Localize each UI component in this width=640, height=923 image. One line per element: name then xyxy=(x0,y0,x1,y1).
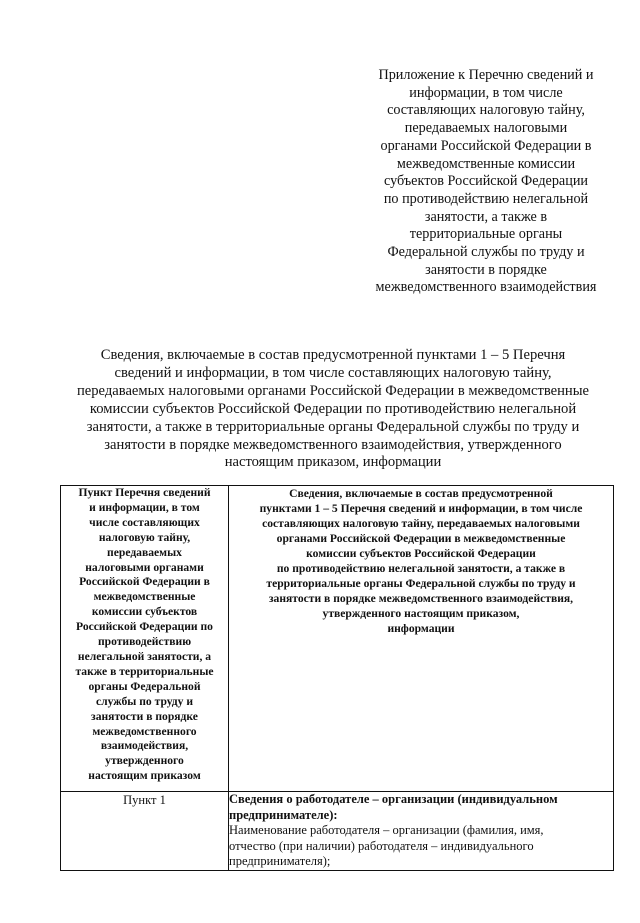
title-line: комиссии субъектов Российской Федерации по противодействию нелегальной xyxy=(89,400,577,417)
header-line: органы Федеральной xyxy=(88,679,201,693)
appendix-line: занятости, а также в xyxy=(424,208,548,225)
header-line: пунктами 1 – 5 Перечня сведений и информации, в том числе xyxy=(259,502,583,515)
header-line: нелегальной занятости, а xyxy=(77,649,212,663)
header-line: настоящим приказом xyxy=(88,769,201,783)
appendix-line: передаваемых налоговыми xyxy=(404,120,568,137)
information-bold-line: предпринимателе): xyxy=(229,807,338,822)
header-cell-information xyxy=(229,486,614,792)
header-line: занятости в порядке xyxy=(91,709,198,723)
header-line: по противодействию нелегальной занятости, а также в xyxy=(276,562,566,575)
header-line: утвержденного настоящим приказом, xyxy=(322,607,520,620)
header-line: составляющих налоговую тайну, передаваемых налоговыми xyxy=(262,517,580,530)
header-line: занятости в порядке межведомственного взаимодействия, xyxy=(268,592,574,605)
item-cell: Пункт 1 xyxy=(61,792,229,871)
appendix-line: составляющих налоговую тайну, xyxy=(387,102,585,119)
appendix-note xyxy=(362,67,610,297)
header-line: службы по труду и xyxy=(95,694,194,708)
header-line: территориальные органы Федеральной службы по труду и xyxy=(266,577,576,590)
information-cell xyxy=(229,792,614,871)
information-line: отчество (при наличии) работодателя – индивидуального xyxy=(229,838,534,853)
header-line: Пункт Перечня сведений xyxy=(78,486,211,499)
appendix-line: по противодействию нелегальной xyxy=(383,190,589,207)
information-line: предпринимателя); xyxy=(229,854,331,868)
header-line: органами Российской Федерации в межведомственные xyxy=(276,532,566,545)
header-line: налоговыми органами xyxy=(85,560,204,574)
header-line: также в территориальные xyxy=(75,664,214,678)
title-line: Сведения, включаемые в состав предусмотренной пунктами 1 – 5 Перечня xyxy=(100,347,566,363)
information-table xyxy=(60,485,614,871)
header-line: и информации, в том xyxy=(89,500,200,514)
title-line: сведений и информации, в том числе составляющих налоговую тайну, xyxy=(114,364,552,381)
document-title xyxy=(40,347,626,472)
appendix-line: Приложение к Перечню сведений и xyxy=(378,67,594,83)
table-header-row xyxy=(61,486,614,792)
appendix-line: межведомственные комиссии xyxy=(396,155,576,172)
title-line: занятости, а также в территориальные органы Федеральной службы по труду и xyxy=(86,418,580,435)
header-line: налоговую тайну, xyxy=(98,530,191,544)
header-line: информации xyxy=(387,622,455,635)
header-cell-item xyxy=(61,486,229,792)
appendix-line: информации, в том числе xyxy=(409,84,563,101)
appendix-line: территориальные органы xyxy=(409,226,563,243)
appendix-line: Федеральной службы по труду и xyxy=(387,244,585,261)
header-line: Сведения, включаемые в состав предусмотренной xyxy=(289,487,553,500)
appendix-line: занятости в порядке xyxy=(425,261,547,278)
title-line: настоящим приказом, информации xyxy=(224,454,442,471)
header-line: передаваемых xyxy=(107,545,182,559)
table-row xyxy=(61,792,614,871)
header-line: утвержденного xyxy=(105,754,184,768)
appendix-line: межведомственного взаимодействия xyxy=(375,279,597,296)
information-bold-line: Сведения о работодателе – организации (индивидуальном xyxy=(229,792,558,806)
title-line: передаваемых налоговыми органами Российской Федерации в межведомственные xyxy=(76,382,590,399)
header-line: Российской Федерации по xyxy=(76,620,213,634)
header-line: межведомственные xyxy=(93,590,196,604)
header-line: межведомственного xyxy=(92,724,197,738)
appendix-line: органами Российской Федерации в xyxy=(380,137,592,154)
header-line: Российской Федерации в xyxy=(79,575,210,589)
title-line: занятости в порядке межведомственного взаимодействия, утвержденного xyxy=(104,436,562,453)
header-line: комиссии субъектов xyxy=(91,605,198,619)
header-line: числе составляющих xyxy=(89,515,200,529)
appendix-line: субъектов Российской Федерации xyxy=(383,173,589,190)
information-line: Наименование работодателя – организации (фамилия, имя, xyxy=(229,823,544,837)
header-line: комиссии субъектов Российской Федерации xyxy=(306,547,536,560)
header-line: взаимодействия, xyxy=(100,739,189,753)
header-line: противодействию xyxy=(97,635,192,649)
